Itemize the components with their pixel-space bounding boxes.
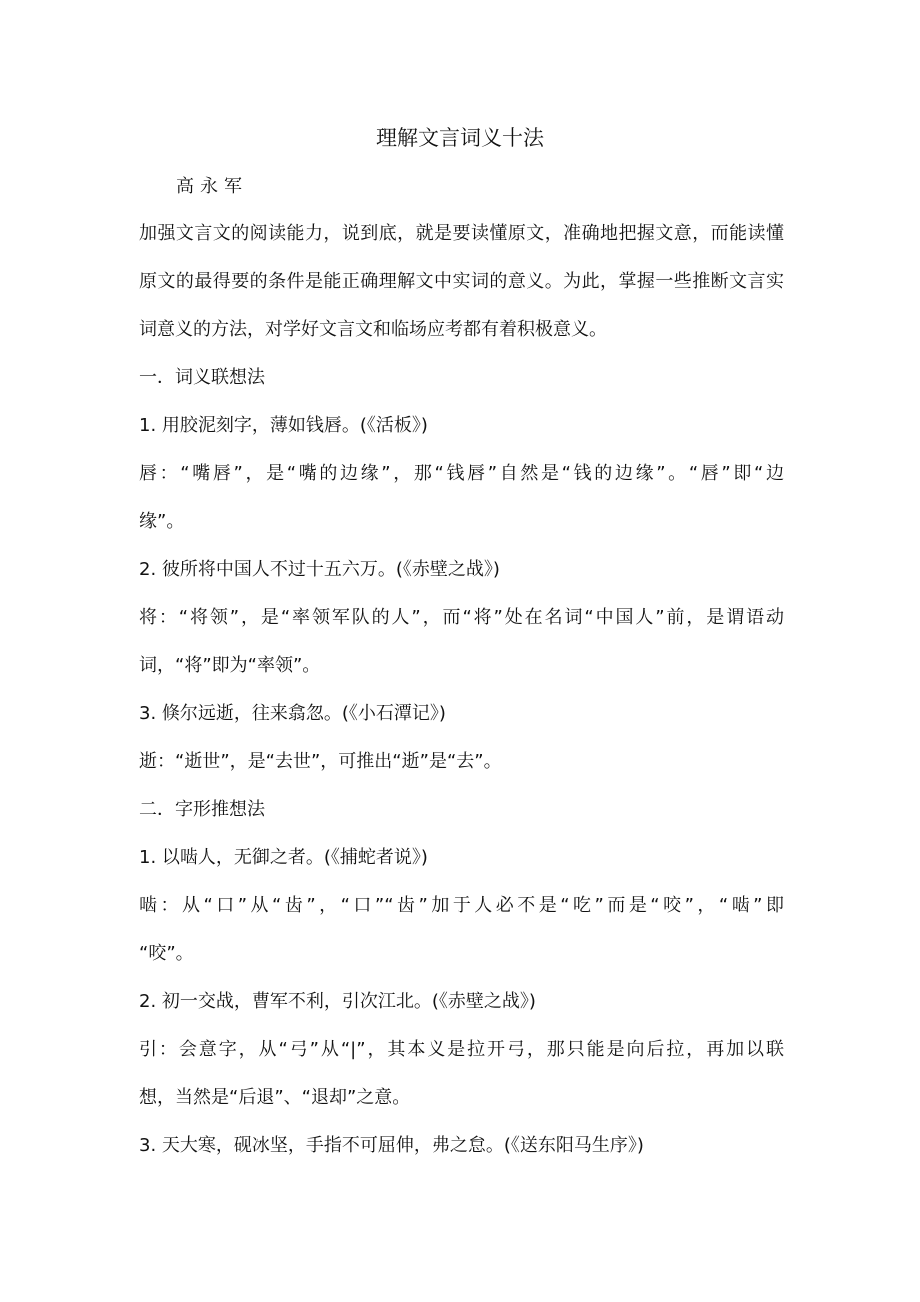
- example-2-3: 3. 天大寒，砚冰坚，手指不可屈伸，弗之怠。(《送东阳马生序》): [139, 1135, 644, 1156]
- explanation-2-1-line-2: “咬”。: [139, 943, 194, 964]
- explanation-1-3: 逝：“逝世”，是“去世”，可推出“逝”是“去”。: [139, 751, 502, 772]
- section-heading-2: 二．字形推想法: [139, 799, 265, 820]
- example-1-2: 2. 彼所将中国人不过十五六万。(《赤壁之战》): [139, 559, 500, 580]
- explanation-1-2-line-1: 将：“将领”，是“率领军队的人”，而“将”处在名词“中国人”前，是谓语动: [139, 607, 784, 628]
- document-title: 理解文言词义十法: [376, 126, 544, 150]
- intro-line-3: 词意义的方法，对学好文言文和临场应考都有着积极意义。: [139, 319, 607, 340]
- example-1-3: 3. 倏尔远逝，往来翕忽。(《小石潭记》): [139, 703, 446, 724]
- explanation-2-1-line-1: 啮：从“口”从“齿”，“口”“齿”加于人必不是“吃”而是“咬”，“啮”即: [139, 895, 784, 916]
- intro-line-2: 原文的最得要的条件是能正确理解文中实词的意义。为此，掌握一些推断文言实: [139, 271, 784, 292]
- explanation-1-1-line-1: 唇：“嘴唇”，是“嘴的边缘”，那“钱唇”自然是“钱的边缘”。“唇”即“边: [139, 463, 784, 484]
- author-name: 高永军: [176, 176, 248, 197]
- explanation-1-2-line-2: 词，“将”即为“率领”。: [139, 655, 321, 676]
- intro-line-1: 加强文言文的阅读能力，说到底，就是要读懂原文，准确地把握文意，而能读懂: [139, 223, 784, 244]
- explanation-1-1-line-2: 缘”。: [139, 511, 185, 532]
- explanation-2-2-line-2: 想，当然是“后退”、“退却”之意。: [139, 1087, 411, 1108]
- section-heading-1: 一．词义联想法: [139, 367, 265, 388]
- example-2-2: 2. 初一交战，曹军不利，引次江北。(《赤壁之战》): [139, 991, 536, 1012]
- explanation-2-2-line-1: 引：会意字，从“弓”从“|”，其本义是拉开弓，那只能是向后拉，再加以联: [139, 1039, 784, 1060]
- example-1-1: 1. 用胶泥刻字，薄如钱唇。(《活板》): [139, 415, 428, 436]
- example-2-1: 1. 以啮人，无御之者。(《捕蛇者说》): [139, 847, 428, 868]
